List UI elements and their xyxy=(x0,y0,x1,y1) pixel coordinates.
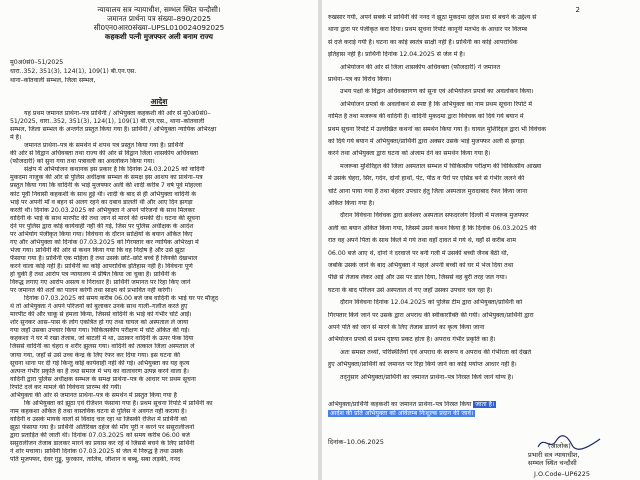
order-text-line: से दर्ज कराई गयी है। घटना का कोई स्वतंत्र साक्षी नहीं है। प्रार्थिनी का कोई आपराधिक xyxy=(328,38,518,46)
order-text-line: मजरूबा मुशिरिद्दल की जिला अस्पताल सम्भल में चिकित्सीय परीक्षण की चिकित्सीय आख्या xyxy=(340,162,542,170)
order-text-line: प्रथम सूचना रिपोर्ट में उल्लेखित कथनों का समर्थन किया गया है। घायल मुशिरिद्दल द्वारा भी विवेचक xyxy=(328,125,546,133)
order-text-line: कि अभियुक्ता को झूठा एवं रंजिशन फंसाया गया है। प्रथम सूचना रिपोर्ट में प्रार्थिनी का xyxy=(24,399,213,407)
copy-instruction-highlight: आदेश की प्रति अभियुक्ता को अविलम्ब निःशुल्क प्रदान की जावे। xyxy=(330,410,474,417)
order-text-line: दिनांक 07.03.2025 को समय करीब 06.00 बजे जब वादिनी के भाई घर पर मौजूद xyxy=(24,295,219,303)
order-text-line: दौरान विवेचना दिनांक 12.04.2025 को पुलिस टीम द्वारा अभियुक्ता/प्रार्थिनी को xyxy=(340,299,523,307)
order-text-line: जिससे वादिनी का चेहरा व शरीर झुलस गया। वादिनी को तत्काल जिला अस्पताल ले xyxy=(10,343,195,351)
order-text-line: थे तो अभियुक्ता ने अपने परिजनों को बुलाकर उनके साथ गाली–गलौज करते हुए xyxy=(10,303,188,311)
order-text-line: अतः समस्त तथ्यों, परिस्थितियों एवं अपराध के स्वरूप व अपराध की गंभीरता को देखते xyxy=(340,348,532,356)
court-header-line: सी0एन0आर0संख्या–UPSL010024092025 xyxy=(93,23,225,32)
order-text-line: अत्यन्त गंभीर प्रकृति का है तथा समाज में भय का वातावरण उत्पन्न करने वाला है। xyxy=(10,367,189,375)
order-text-line: को दिये गये बयान में अभियुक्ता/प्रार्थिनी द्वारा अक्सर उसके भाई मुजफ्फर अली से झगड़ा xyxy=(328,138,525,145)
signatory-place: सम्भल स्थित चन्दौसी xyxy=(528,459,577,467)
order-text-line: सम्भल, जिला सम्भल के अन्तर्गत प्रस्तुत किया गया है। प्रार्थिनी / अभियुक्ता न्यायिक अभिरक्षा xyxy=(10,126,217,134)
order-text-line: फँसाया गया है। प्रार्थिनी एक महिला है तथा उसके छोटे–छोटे बच्चे हैं जिनकी देखभाल xyxy=(10,254,198,262)
order-text-line: विरुद्ध लगाए गए आरोप असत्य व निराधार हैं। प्रार्थिनी जमानत पर रिहा किए जाने xyxy=(10,279,191,287)
order-text-line: वादिनी व उसके मायके वालों से विवाद चल रहा था जिसकी रंजिश में प्रार्थिनी को xyxy=(10,415,187,423)
order-text-line: पति मुजफ्फर, देवर गुड्डू, फुरकान, तालिब, जीशान व बब्बू, सबा लड़की, ननद xyxy=(10,456,181,464)
order-text-line: हुए अभियुक्ता/प्रार्थिनी को जमानत पर रिहा किये जाने का कोई पर्याप्त आधार नहीं है। xyxy=(328,361,517,369)
order-text-line: रुखसार गयी, अपने सबके में प्रार्थिनी की ननद ने झूठा मुकदमा दहेज प्रथा से बचने के उद्देश्य से xyxy=(328,14,537,21)
order-text-line: नाम कहकशा अंकित है तथा वास्तविक घटना से पुलिस ने अवगत नहीं कराया है। xyxy=(10,407,187,415)
case-detail-line: मु0अ0सं0–51/2025 xyxy=(10,59,64,66)
order-text-line: उभय पक्षों के विद्वान अधिवक्तागण को सुना एवं अभियोजन प्रपत्रों का अवलोकन किया। xyxy=(340,88,534,96)
result-line-prefix: अभियुक्ता/प्रार्थिनी कहकशी का जमानत प्रार्थना–पत्र निरस्त किया xyxy=(328,401,474,408)
court-header-line: न्यायालय सत्र न्यायाधीश, सम्भल स्थित चन्दौसी। xyxy=(97,5,221,14)
order-text-line: में है। xyxy=(10,134,22,142)
order-text-line: नामित है तथा मजरूब की वादिनी है। वादिनी मुकदमा द्वारा विवेचक को दिये गये बयान में xyxy=(328,113,524,121)
order-text-line: तद्नुसार अभियुक्ता/प्रार्थिनी का जमानत प्रार्थना–पत्र निरस्त किये जाने योग्य है। xyxy=(340,373,514,381)
order-text-line: गया जहाँ उसका उपचार किया गया। चिकित्सकीय परीक्षण में चोटें अंकित की गईं। xyxy=(10,327,190,335)
order-text-line: जबकि उसके जाने के बाद अभियुक्ता ने पहले अपनी बच्ची को घर में भेज दिया तथा xyxy=(328,262,514,269)
order-text-line: थाना द्वारा पर पंजीकृत करा दिया। प्रथम सूचना रिपोर्ट कानूनी मतभेद के आधार पर विलम्ब xyxy=(328,26,527,34)
order-text-line: प्रस्तुत किया गया कि वादिनी के भाई मुजफ्फर अली की शादी करीब 7 वर्ष पूर्व मोहल्ला xyxy=(10,182,202,190)
order-text-line: देने पर पुलिस द्वारा कोई कार्यवाही नहीं की गई, जिस पर पुलिस अधीक्षक के आदेश xyxy=(10,222,194,230)
order-page-1 xyxy=(0,0,318,480)
court-header-line: जमानत प्रार्थना पत्र संख्या–890/2025 xyxy=(107,14,211,23)
order-text-line: भेजा गया। प्रार्थिनी की ओर से कथन किया गया कि वह निर्दोष है और उसे झूठा xyxy=(10,246,185,254)
order-text-line: 51/2025, धारा..352, 351(3), 124(1), 109(1) बी.एन.एस., थाना–कोतवाली xyxy=(10,118,205,126)
order-text-line: (फौजदारी) को सुना गया तथा पत्रावली का अवलोकन किया गया। xyxy=(10,158,155,166)
order-text-line: पर अभियोग पंजीकृत किया गया। विवेचना के दौरान साक्षियों के बयान अंकित किए xyxy=(10,230,193,238)
copy-instruction-line xyxy=(328,410,634,418)
order-text-line: गिरफ्तार किये जाने पर उसके द्वारा अपराध की स्वीकारोक्ति की गयी। अभियुक्ता/प्रार्थिनी द्वारा xyxy=(328,311,534,319)
order-text-line: द्वारा प्रताड़ित की जाती थी। दिनांक 07.03.2025 को समय करीब 06.00 बजे xyxy=(10,432,190,439)
signatory-name: (आलोक) xyxy=(548,442,571,450)
order-text-line: जमानत प्रार्थना–पत्र के समर्थन में शपथ पत्र प्रस्तुत किया गया है। प्रार्थिनी xyxy=(24,142,184,150)
order-text-line: अली का बयान अंकित किया गया, जिसमें उसने कथन किया है कि दिनांक 06.03.2025 की xyxy=(328,224,537,232)
case-detail-line: धारा..352, 351(3), 124(1), 109(1) बी.एन.एस. xyxy=(10,68,137,75)
court-header-line: कहकशी पत्नी मुजफ्फर अली बनाम राज्य xyxy=(105,32,213,41)
order-text-line: गए और अभियुक्ता को दिनांक 07.03.2025 को गिरफ्तार कर न्यायिक अभिरक्षा में xyxy=(10,238,199,246)
order-text-line: हो चुकी है तथा आरोप पत्र न्यायालय में प्रेषित किया जा चुका है। प्रार्थिनी के xyxy=(10,271,177,278)
page-number: 2 xyxy=(575,6,580,14)
order-text-line: भाई पर अपनी माँ व बहन से अलग रहने का दबाव डालती थी और आए दिन झगड़ा xyxy=(10,198,193,206)
order-text-line: रिपोर्ट दर्ज कर मामले की विवेचना प्रारम्भ की गयी। xyxy=(10,383,122,391)
order-text-line: वादिनी के भाई के साथ मारपीट की तथा जान से मारने की धमकी दी। घटना की सूचना xyxy=(10,214,201,222)
order-text-line: करने वाला कोई नहीं है। प्रार्थिनी का कोई आपराधिक इतिहास नहीं है। विवेचना पूर्ण xyxy=(10,262,193,270)
order-date: दिनांक–10.06.2025 xyxy=(328,438,384,446)
officer-code: J.O.Code–UP6225 xyxy=(534,470,591,478)
order-text-line: करने तथा अभियुक्ता द्वारा घटना को अंजाम देने का समर्थन किया गया है। xyxy=(328,150,491,158)
result-line xyxy=(328,401,634,409)
order-text-line: वादिनी द्वारा पुलिस अधीक्षक सम्भल के समक्ष प्रार्थना–पत्र के आधार पर प्रथम सूचना xyxy=(10,375,196,383)
order-text-line: अभियोजन की ओर से जिला शासकीय अधिवक्ता (फौजदारी) ने जमानत xyxy=(340,63,501,71)
order-text-line: मारपीट की और चाकू से हमला किया, जिससे वादिनी के भाई को गंभीर चोटें आईं। xyxy=(10,311,192,319)
order-text-line: में उसके चेहरा, सिर, गर्दन, दोनों हाथों, पेट, पीठ व पैरों पर एसिड बर्न से गंभीर जलने की xyxy=(328,175,525,183)
order-text-line: अभियुक्ता की ओर से जमानत प्रार्थना–पत्र के समर्थन में प्रस्तुत किया गया है xyxy=(10,391,177,399)
order-text-line: इतिहास नहीं है। प्रार्थिनी दिनांक 12.04.2025 से जेल में है। xyxy=(328,51,466,59)
order-title: आदेश xyxy=(150,97,168,106)
order-text-line: दौरान विवेचना विवेचक द्वारा ब्रजेश्वर अस्पताल सफदरजंग दिल्ली में मजरूब मुजफ्फर xyxy=(340,212,529,220)
order-text-line: की ओर से विद्वान अधिवक्ता तथा राज्य की ओर से विद्वान जिला शासकीय अधिवक्ता xyxy=(10,150,198,158)
order-text-line: घटना के बाद परिजन उसे अस्पताल ले गए जहाँ उसका उपचार चल रहा है। xyxy=(328,286,493,294)
order-text-line: कहकशा ने घर में रखा तेजाब, जो बाटली में था, उठाकर वादिनी के ऊपर फेंक दिया xyxy=(10,335,194,343)
case-detail-line: थाना–कोतवाली सम्भल, जिला सम्भल, xyxy=(10,77,96,84)
order-text-line: अपने पति को जान से मारने के लिए तेजाब डालने का कृत्य किया जाना xyxy=(328,324,485,331)
order-text-line: ससुरालीजन तेजाब डालकर मारने का प्रयास कर रहे थे जिससे बचने के लिए प्रार्थिनी xyxy=(10,440,195,448)
order-text-line: अंकित किया गया है। xyxy=(328,200,375,207)
order-text-line: यह प्रथम जमानत प्रार्थना–पत्र प्रार्थिनी / अभियुक्ता कहकशी की ओर से मु0अ0सं0– xyxy=(24,110,211,117)
order-text-line: अभियोजन प्रपत्रों से प्रथम दृष्टया प्रकट होता है। अपराध गंभीर प्रकृति का है। xyxy=(328,336,496,344)
order-text-line: कोट पूर्वी निवासी कहकशी के साथ हुई थी। शादी के बाद से ही अभियुक्ता वादिनी के xyxy=(10,190,197,198)
result-highlight: जाता है। xyxy=(475,401,495,408)
order-text-line: सूचना थाना पर दी गई किन्तु कोई कार्यवाही नहीं की गई। अभियुक्ता का यह कृत्य xyxy=(10,359,190,367)
order-text-line: पीछे से तेजाब लेकर आई और उस पर डाल दिया, जिससे वह बुरी तरह जल गया। xyxy=(328,274,507,282)
order-text-line: मुकदमा नाजुक की ओर से पुलिस अधीक्षक सम्भल के समक्ष इस आशय का प्रार्थना–पत्र xyxy=(10,174,203,182)
order-text-line: जाया गया, जहाँ से उसे उच्च केन्द्र के लिए रेफर कर दिया गया। इस घटना की xyxy=(10,351,180,359)
order-text-line: चोटें आना पाया गया है तथा बेहतर उपचार हेतु जिला अस्पताल मुरादाबाद रेफर किया जाना xyxy=(328,187,528,195)
order-text-line: ने शोर मचाया। प्रार्थिनी दिनांक 07.03.2025 से जेल में निरुद्ध है तथा उसके xyxy=(10,448,184,456)
order-text-line: रात वह अपने पिता के साथ किले में गये तथा वहाँ दावत में गये थे, वहाँ से करीब शाम xyxy=(328,237,516,245)
order-text-line: 06.00 बजे आए थे, दोनों ने दरवाजे पर बनी गली में उसकी बच्ची जैनब बैठी थी, xyxy=(328,249,509,257)
order-text-line: झूठा फंसाया गया है। प्रार्थिनी अतिरिक्त दहेज की माँग पूरी न करने पर ससुरालीजनों xyxy=(10,423,195,431)
order-text-line: अभियोजन प्रपत्रों के अवलोकन से स्पष्ट है कि अभियुक्ता का नाम प्रथम सूचना रिपोर्ट में xyxy=(340,100,532,108)
order-text-line: प्रार्थना–पत्र का विरोध किया। xyxy=(328,76,392,83)
order-page-2 xyxy=(322,0,640,480)
order-text-line: पर जमानत की शर्तों का पालन करेगी तथा साक्ष्य को प्रभावित नहीं करेगी। xyxy=(10,287,173,295)
order-text-line: शोर सुनकर आस–पास के लोग एकत्रित हो गए तथा घायल को अस्पताल ले जाया xyxy=(10,319,189,327)
signatory-designation: प्रभारी सत्र न्यायाधीश, xyxy=(528,451,580,459)
order-text-line: करती थी। दिनांक 20.03.2025 को अभियुक्ता ने अपने परिजनों के साथ मिलकर xyxy=(10,206,195,214)
order-text-line: संक्षेप में अभियोजन कथानक इस प्रकार है कि दिनांक 24.03.2025 को वादिनी xyxy=(24,166,205,174)
